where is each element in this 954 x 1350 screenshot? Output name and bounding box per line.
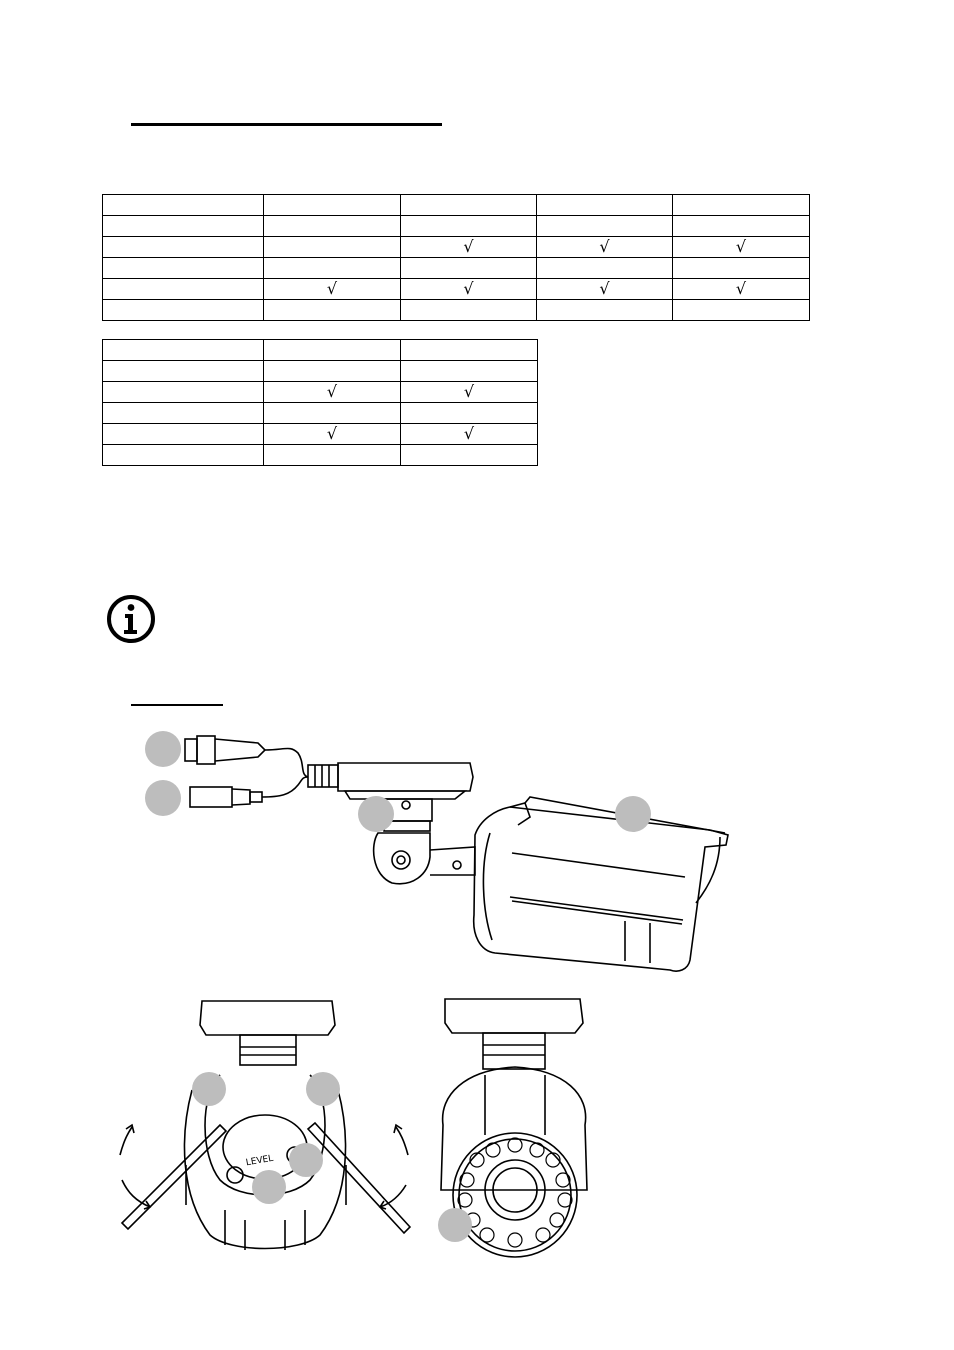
table-row [103,216,810,237]
table-cell [103,424,264,445]
table-cell [401,445,538,466]
table-row [103,300,810,321]
table-row [103,279,810,300]
table-cell [103,361,264,382]
table-cell: √ [673,237,810,258]
table-cell: √ [401,279,537,300]
table-cell [103,195,264,216]
table-cell [264,258,401,279]
table-cell [103,279,264,300]
table-cell [537,216,673,237]
table-cell: √ [264,279,401,300]
callout-marker [438,1208,472,1242]
table-cell [537,300,673,321]
callout-marker [358,796,394,832]
table-row [103,382,538,403]
table-cell [401,340,538,361]
callout-marker [145,731,181,767]
table-cell [103,445,264,466]
callout-marker [192,1072,226,1106]
table-row [103,445,538,466]
table-cell [264,195,401,216]
table-cell: √ [537,279,673,300]
table-cell [401,403,538,424]
heading-underline [131,123,442,126]
table-row [103,258,810,279]
table-row [103,361,538,382]
table-cell [401,361,538,382]
table-cell [264,300,401,321]
table-cell [103,382,264,403]
callout-marker [289,1143,323,1177]
table-cell [673,195,810,216]
camera-side-view-figure [130,725,740,975]
table-cell: √ [264,382,401,403]
table-cell: √ [401,382,538,403]
table-cell [264,340,401,361]
camera-bottom-view-figure [110,995,420,1260]
table-row [103,403,538,424]
callout-marker [145,780,181,816]
table-cell: √ [264,424,401,445]
info-icon [106,594,156,644]
callout-marker [306,1072,340,1106]
table-cell [103,237,264,258]
table-cell [103,258,264,279]
table-row [103,195,810,216]
table-cell [103,403,264,424]
table-cell [103,340,264,361]
table-cell [401,300,537,321]
table-row [103,237,810,258]
table-cell [673,258,810,279]
table-cell: √ [537,237,673,258]
callout-marker [252,1170,286,1204]
level-label: LEVEL [245,1153,275,1169]
table-cell [401,258,537,279]
table-cell [401,216,537,237]
table-cell [401,195,537,216]
table-cell: √ [401,237,537,258]
table-cell [264,403,401,424]
subheading-underline [131,704,223,706]
table-cell [264,445,401,466]
table-cell [264,216,401,237]
spec-table-secondary [102,339,538,466]
table-cell: √ [673,279,810,300]
callout-marker [615,796,651,832]
table-cell [673,300,810,321]
table-row [103,340,538,361]
table-cell [264,237,401,258]
table-cell [537,195,673,216]
table-cell [264,361,401,382]
table-row [103,424,538,445]
table-cell [537,258,673,279]
table-cell: √ [401,424,538,445]
spec-table-main [102,194,810,321]
table-cell [103,300,264,321]
table-cell [673,216,810,237]
camera-front-view-figure [425,995,605,1260]
table-cell [103,216,264,237]
